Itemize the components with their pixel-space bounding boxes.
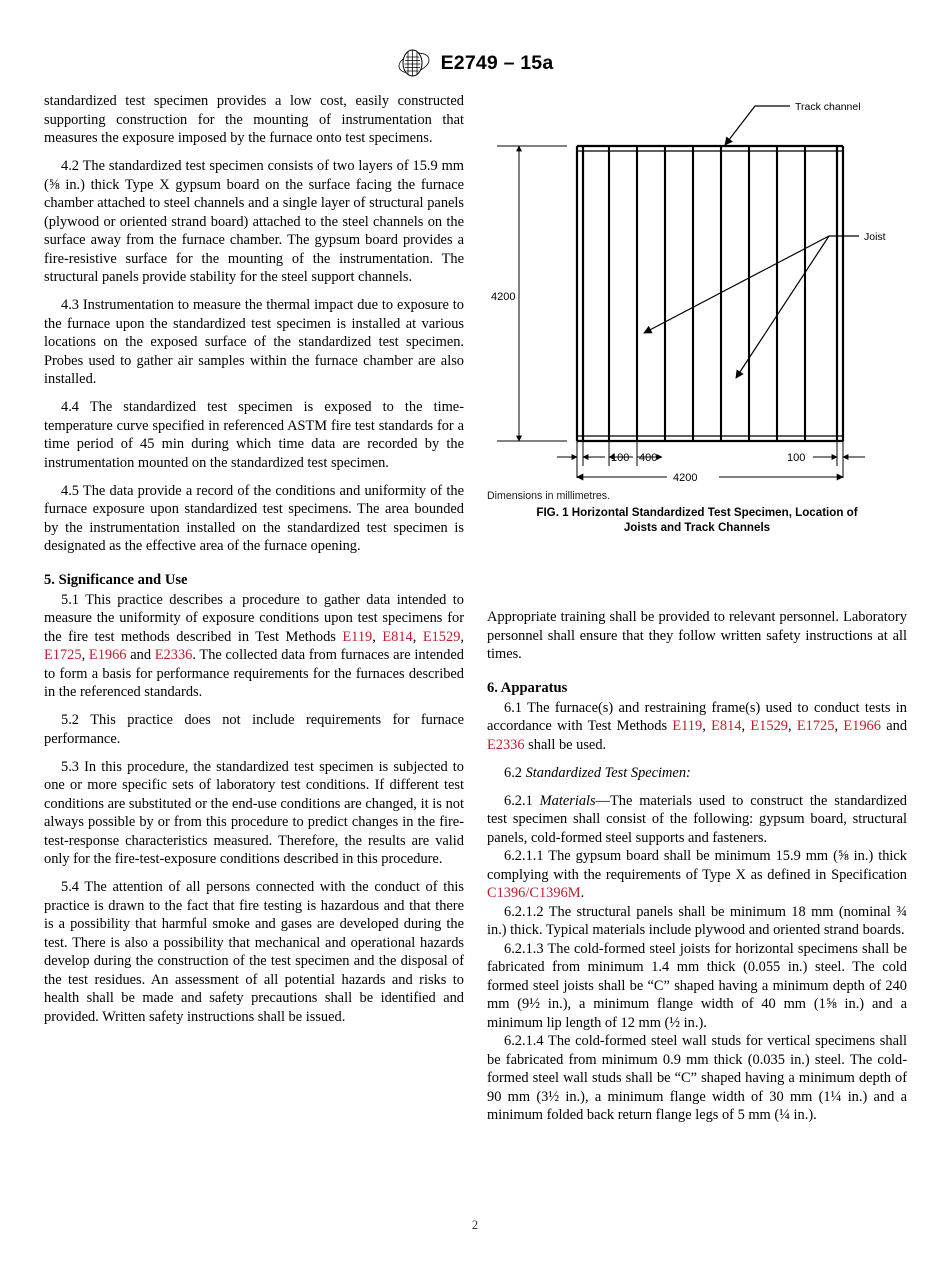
paragraph-6-1-text-a: 6.1 The furnace(s) and restraining frame(s) used to conduct tests in accordance with Test Methods <box>487 699 907 735</box>
section-heading-5: 5. Significance and Use <box>44 571 188 588</box>
paragraph-4-1-continued: standardized test specimen provides a low cost, easily constructed supporting construction for the mounting of instrumentation that measures the exposure imposed by the furnace onto test specimens. <box>44 93 464 146</box>
standard-designation: E2749 – 15a <box>440 51 554 74</box>
sep-2: , <box>412 628 423 645</box>
paragraph-4-3: 4.3 Instrumentation to measure the thermal impact due to exposure to the furnace upon the standardized test specimen is installed at various locations on the exposed surface of the standardized test specimen. Probes used to gather air samples within the furnace chamber are also installed. <box>44 297 464 387</box>
reference-link-e1966[interactable]: E1966 <box>88 647 127 664</box>
paragraph-6-2-1-3: 6.2.1.3 The cold-formed steel joists for horizontal specimens shall be fabricated from minimum 1.4 mm thick (0.055 in.) steel. The cold formed steel joists shall be “C” shaped having a minimum depth of 240 mm (9½ in.), a minimum flange width of 40 mm (1⅝ in.) and a minimum lip length of 12 mm (½ in.). <box>487 940 907 1031</box>
sep-6: , <box>702 718 712 735</box>
paragraph-5-4: 5.4 The attention of all persons connected with the conduct of this practice is drawn to the fact that fire testing is hazardous and that there is a possibility that harmful smoke and gases are developed during the test. There is also a possibility that mechanical and operational hazards develop during the construction of the test specimen and the disposal of the test residues. An assessment of all potential hazards and risks to health shall be made and safety precautions shall be identified and provided. Written safety instructions shall be issued. <box>44 879 464 1025</box>
paragraph-6-1 <box>487 699 907 755</box>
reference-link-e814[interactable]: E814 <box>382 628 413 645</box>
reference-link-e1725-2[interactable]: E1725 <box>796 718 835 735</box>
reference-link-e1725[interactable]: E1725 <box>44 647 82 664</box>
paragraph-5-3: 5.3 In this procedure, the standardized test specimen is subjected to one or more specific sets of laboratory test conditions. If different test conditions are substituted or the end-use conditions are changed, it is not always possible by or from this procedure to predict changes in the fire-test-response characteristics measured. Therefore, the results are valid only for the fire-test-exposure conditions described in this procedure. <box>44 758 464 868</box>
figure-callout-track-channel: Track channel <box>795 101 861 113</box>
figure-1-block <box>487 88 907 536</box>
figure-units-note: Dimensions in millimetres. <box>487 490 611 502</box>
sep-4: , <box>81 647 89 664</box>
paragraph-6-2-1-4: 6.2.1.4 The cold-formed steel wall studs for vertical specimens shall be fabricated from minimum 0.9 mm thick (0.035 in.) steel. The cold-formed steel wall studs shall be “C” shaped having a minimum depth of 90 mm (3½ in.), a minimum flange width of 30 mm (1¼ in.) and a minimum folded back return flange legs of 5 mm (¼ in.). <box>487 1033 907 1124</box>
sep-3: , <box>460 628 464 645</box>
reference-link-e814-2[interactable]: E814 <box>711 718 742 735</box>
page-header <box>0 48 950 78</box>
paragraph-4-5: 4.5 The data provide a record of the conditions and uniformity of the furnace exposure upon standardized test specimens. The area bounded by the instrumentation installed on the standardized test specimen is designated as the effective area of the furnace opening. <box>44 482 464 554</box>
reference-link-e119[interactable]: E119 <box>342 628 373 645</box>
paragraph-5-2: 5.2 This practice does not include requirements for furnace performance. <box>44 712 464 747</box>
paragraph-6-2-1-2: 6.2.1.2 The structural panels shall be minimum 18 mm (nominal ¾ in.) thick. Typical materials include plywood and oriented strand boards. <box>487 903 907 939</box>
figure-dimension-edge-left: 100 <box>611 452 630 464</box>
figure-caption-line-2: Joists and Track Channels <box>623 521 771 535</box>
figure-dimension-total: 4200 <box>673 472 698 484</box>
paragraph-4-2: 4.2 The standardized test specimen consists of two layers of 15.9 mm (⅝ in.) thick Type X gypsum board on the surface facing the furnace chamber attached to steel channels and a single layer of structural panels (plywood or oriented strand board) attached to the steel channels on the surface away from the furnace chamber. The gypsum board provides a fire-resistive surface for the mounting of the instrumentation. The structural panels provide stability for the steel support channels. <box>44 158 464 285</box>
left-text-column <box>44 92 464 1026</box>
reference-link-e1529-2[interactable]: E1529 <box>750 718 788 735</box>
paragraph-6-2-number: 6.2 <box>504 764 526 781</box>
paragraph-6-2-1-1-text-a: 6.2.1.1 The gypsum board shall be minimum 15.9 mm (⅝ in.) thick complying with the requirements of Type X as defined in Specification <box>487 848 907 883</box>
reference-link-e2336-2[interactable]: E2336 <box>487 736 525 753</box>
figure-callout-joist: Joist <box>864 231 886 243</box>
sep-10: and <box>880 718 908 735</box>
reference-link-c1396[interactable]: C1396/C1396M <box>487 885 581 902</box>
astm-logo <box>397 48 431 78</box>
figure-dimension-height: 4200 <box>491 291 516 303</box>
paragraph-5-1 <box>44 591 464 702</box>
reference-link-e2336[interactable]: E2336 <box>154 647 193 664</box>
paragraph-5-1-text-a: 5.1 This practice describes a procedure to gather data intended to measure the uniformity of exposure conditions upon test specimens for the fire test methods described in Test Methods <box>44 591 464 645</box>
right-text-column <box>487 608 907 1125</box>
paragraph-5-1-text-b: . The collected data from furnaces are intended to form a basis for performance requirements for the furnaces described in the referenced standards. <box>44 647 464 701</box>
figure-caption-line-1: FIG. 1 Horizontal Standardized Test Specimen, Location of <box>536 506 858 519</box>
sep-8: , <box>787 718 797 735</box>
figure-dimension-spacing: 400 <box>639 452 658 464</box>
reference-link-e1529[interactable]: E1529 <box>422 628 461 645</box>
sep-7: , <box>741 718 751 735</box>
paragraph-6-2-title: Standardized Test Specimen: <box>525 764 691 781</box>
reference-link-e119-2[interactable]: E119 <box>672 718 703 735</box>
paragraph-6-2-1-title: Materials <box>539 792 596 809</box>
paragraph-6-2 <box>487 764 907 783</box>
paragraph-5-4-continued: Appropriate training shall be provided to relevant personnel. Laboratory personnel shall ensure that they follow written safety instructions at all times. <box>487 609 907 662</box>
paragraph-4-4: 4.4 The standardized test specimen is exposed to the time-temperature curve specified in referenced ASTM fire test standards for a time period of 45 min during which time data are recorded by the instrumentation mounted on the standardized test specimen. <box>44 399 464 471</box>
figure-caption <box>487 505 907 536</box>
paragraph-6-2-1 <box>487 792 907 848</box>
sep-9: , <box>834 718 844 735</box>
paragraph-6-2-1-1 <box>487 847 907 903</box>
figure-1-drawing <box>487 88 907 488</box>
paragraph-6-1-text-b: shall be used. <box>524 736 607 753</box>
paragraph-6-2-1-number: 6.2.1 <box>504 792 540 809</box>
section-heading-6: 6. Apparatus <box>487 679 568 696</box>
page-number: 2 <box>471 1218 479 1232</box>
sep-5: and <box>126 647 155 664</box>
paragraph-6-2-1-1-text-b: . <box>580 885 585 902</box>
reference-link-e1966-2[interactable]: E1966 <box>843 718 881 735</box>
paragraph-6-2-1-body: —The materials used to construct the standardized test specimen shall consist of the following: gypsum board, structural panels, cold-formed steel supports and fasteners. <box>487 792 907 846</box>
figure-dimension-edge-right: 100 <box>787 452 806 464</box>
sep-1: , <box>372 628 383 645</box>
